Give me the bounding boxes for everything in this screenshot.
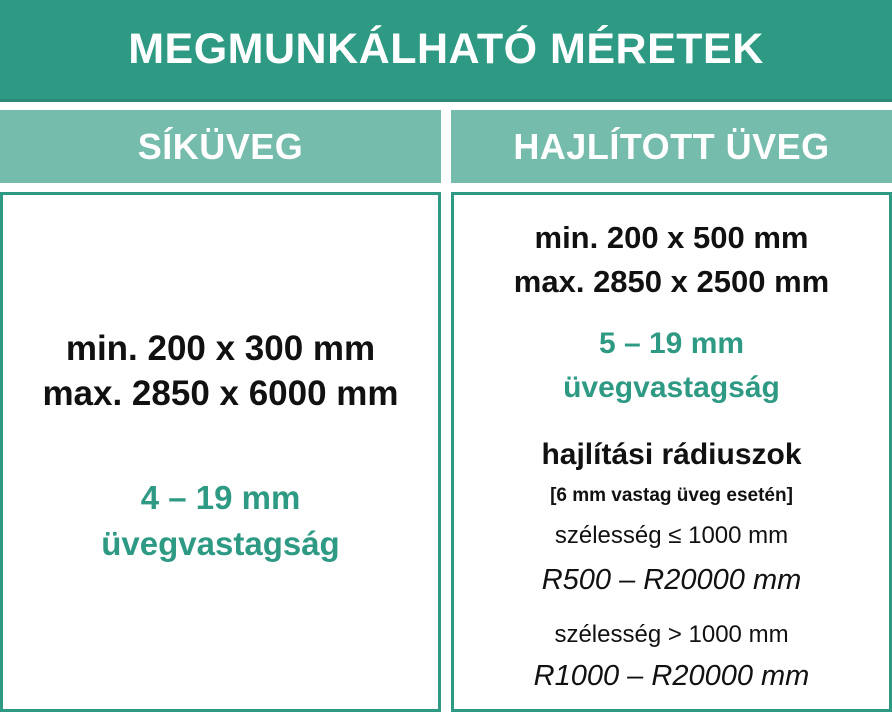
bent-glass-heading-label: HAJLÍTOTT ÜVEG bbox=[513, 125, 830, 167]
bent-glass-thickness-range: 5 – 19 mm bbox=[598, 327, 745, 360]
bent-glass-dimensions bbox=[454, 216, 889, 304]
bent-glass-thickness bbox=[454, 322, 889, 410]
flat-glass-panel bbox=[0, 192, 441, 712]
page-title: MEGMUNKÁLHATÓ MÉRETEK bbox=[128, 25, 764, 73]
bent-glass-heading bbox=[451, 110, 892, 183]
bending-radius-note: [6 mm vastag üveg esetén] bbox=[550, 485, 793, 506]
flat-glass-min: min. 200 x 300 mm bbox=[65, 329, 376, 368]
bent-glass-min: min. 200 x 500 mm bbox=[534, 220, 809, 255]
flat-glass-thickness-range: 4 – 19 mm bbox=[140, 479, 301, 516]
radius-range-1: R500 – R20000 mm bbox=[541, 564, 802, 596]
flat-glass-heading bbox=[0, 110, 441, 183]
bent-glass-max: max. 2850 x 2500 mm bbox=[513, 264, 830, 299]
radius-range-2: R1000 – R20000 mm bbox=[533, 660, 810, 692]
bending-radius-heading: hajlítási rádiuszok bbox=[541, 438, 802, 471]
bent-glass-thickness-label: üvegvastagság bbox=[563, 371, 780, 404]
flat-glass-thickness bbox=[3, 475, 438, 567]
flat-glass-thickness-label: üvegvastagság bbox=[101, 525, 340, 562]
flat-glass-heading-label: SÍKÜVEG bbox=[137, 125, 304, 167]
width-condition-1: szélesség ≤ 1000 mm bbox=[554, 522, 789, 549]
flat-glass-dimensions bbox=[3, 326, 438, 416]
width-condition-2: szélesség > 1000 mm bbox=[554, 621, 789, 648]
flat-glass-max: max. 2850 x 6000 mm bbox=[42, 374, 399, 413]
title-bar bbox=[0, 0, 892, 102]
bent-glass-panel bbox=[451, 192, 892, 712]
